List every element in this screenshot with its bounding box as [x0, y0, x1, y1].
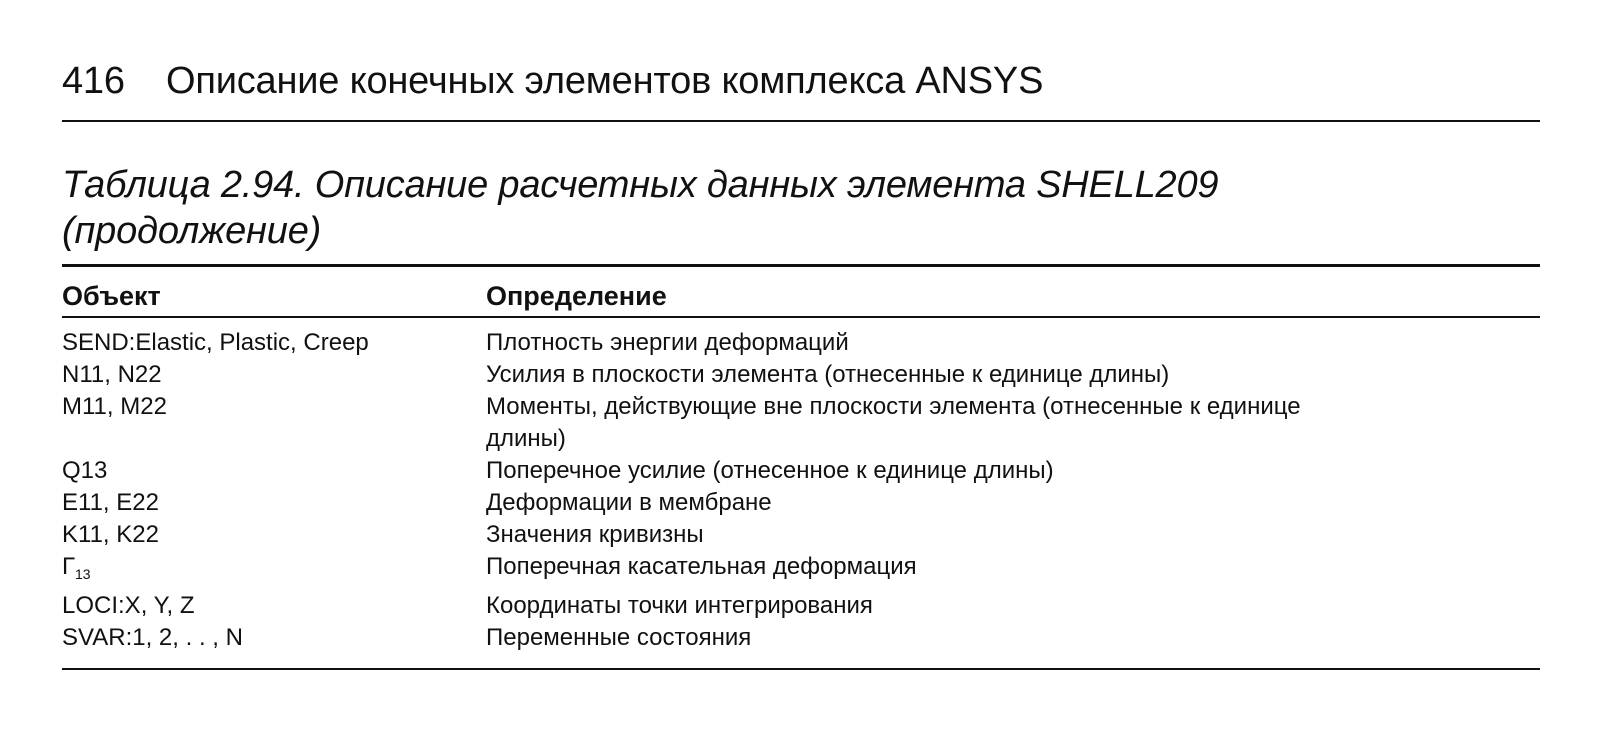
object-cell: SEND:Elastic, Plastic, Creep	[62, 329, 369, 356]
object-cell: Q13	[62, 457, 108, 484]
object-cell: M11, M22	[62, 393, 167, 420]
page-number: 416	[62, 60, 125, 102]
table-row	[62, 590, 1540, 622]
table-body	[62, 327, 1540, 654]
definition-cell: Значения кривизны	[486, 521, 704, 548]
definition-cell: Координаты точки интегрирования	[486, 592, 873, 619]
object-cell: E11, E22	[62, 489, 159, 516]
object-cell: SVAR:1, 2, . . , N	[62, 624, 243, 651]
running-head-title: Описание конечных элементов комплекса ANSYS	[166, 60, 1044, 102]
table-row	[62, 455, 1540, 487]
table-caption-line-1: Таблица 2.94. Описание расчетных данных элемента SHELL209	[62, 164, 1219, 206]
book-page	[62, 0, 1540, 738]
table-bottom-rule	[62, 668, 1540, 670]
object-cell: K11, K22	[62, 521, 159, 548]
table-row	[62, 622, 1540, 654]
table-row	[62, 551, 1540, 590]
table-top-rule	[62, 264, 1540, 267]
table-row	[62, 519, 1540, 551]
definition-cell: Деформации в мембране	[486, 489, 772, 516]
table-caption	[62, 162, 1218, 254]
table-row	[62, 359, 1540, 391]
table-row	[62, 391, 1540, 455]
object-cell: LOCI:X, Y, Z	[62, 592, 195, 619]
definition-cell: Усилия в плоскости элемента (отнесенные к единице длины)	[486, 361, 1170, 388]
object-cell	[62, 551, 486, 590]
definition-cell: Поперечное усилие (отнесенное к единице длины)	[486, 457, 1054, 484]
table-caption-line-2: (продолжение)	[62, 210, 322, 252]
column-header-definition: Определение	[486, 281, 667, 311]
table-header-rule	[62, 316, 1540, 318]
running-head-rule	[62, 120, 1540, 122]
definition-cell: Поперечная касательная деформация	[486, 553, 917, 580]
definition-cell: Плотность энергии деформаций	[486, 329, 849, 356]
table-row	[62, 327, 1540, 359]
running-head	[62, 58, 1043, 104]
object-symbol: Г	[62, 553, 75, 580]
column-header-object: Объект	[62, 281, 161, 311]
definition-cell: Моменты, действующие вне плоскости элемента (отнесенные к единице длины)	[486, 393, 1301, 452]
object-subscript: 13	[75, 566, 91, 582]
table-row	[62, 487, 1540, 519]
object-cell: N11, N22	[62, 361, 162, 388]
definition-cell: Переменные состояния	[486, 624, 752, 651]
